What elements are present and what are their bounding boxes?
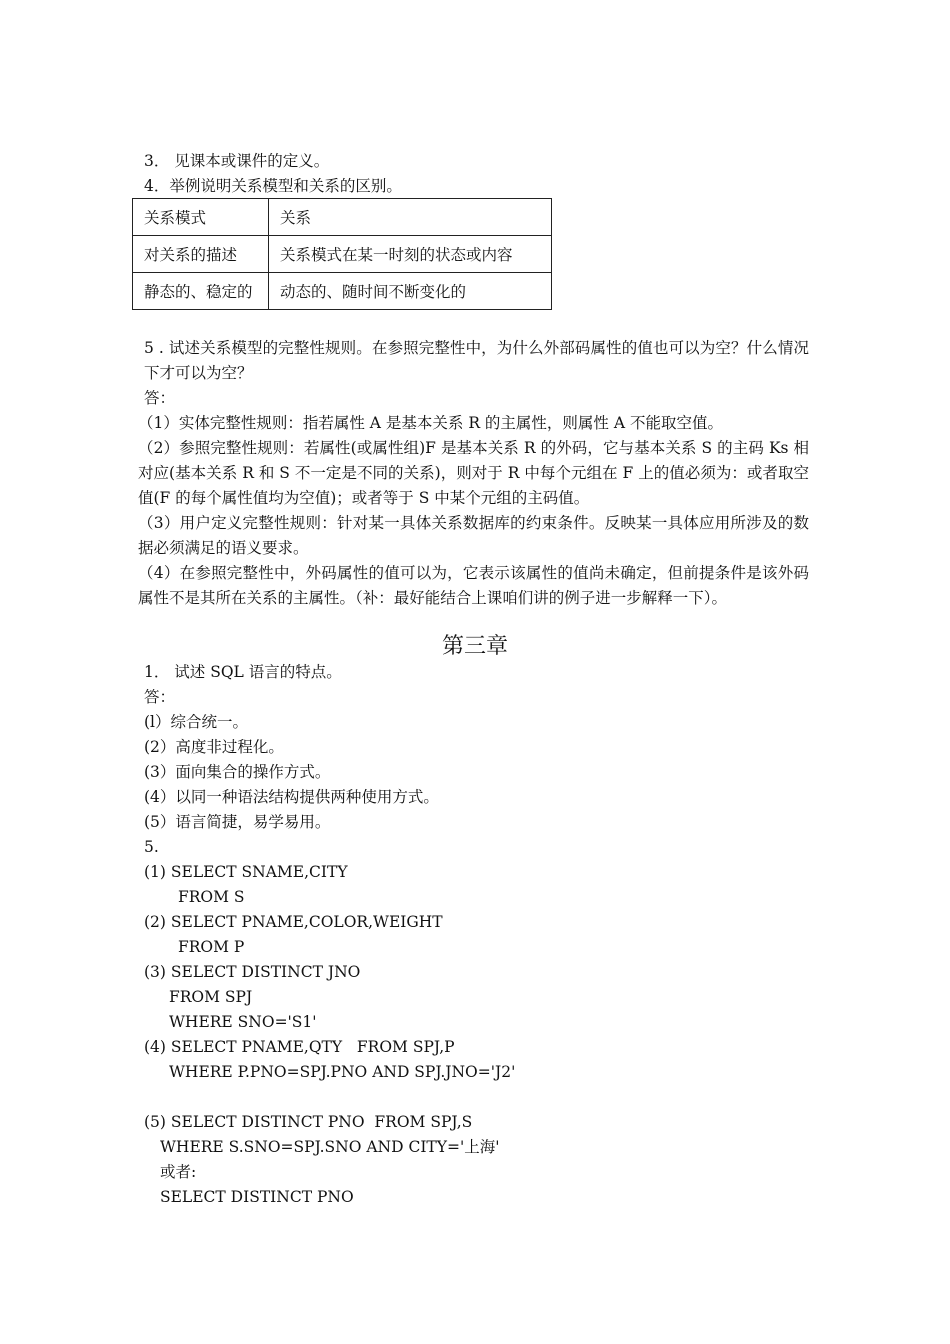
list-item: (3）面向集合的操作方式。 bbox=[144, 763, 331, 781]
sql-line: WHERE S.SNO=SPJ.SNO AND CITY='上海' bbox=[160, 1138, 500, 1156]
chapter-title: 第三章 bbox=[441, 634, 508, 659]
list-item: (2）高度非过程化。 bbox=[144, 738, 284, 756]
list-item: (4）以同一种语法结构提供两种使用方式。 bbox=[144, 788, 439, 806]
list-item: (l）综合统一。 bbox=[144, 713, 249, 731]
chapter3-question-1: 1． 试述 SQL 语言的特点。 bbox=[144, 663, 342, 681]
table-row bbox=[133, 236, 552, 273]
answer-paragraph-2: （2）参照完整性规则：若属性(或属性组)F 是基本关系 R 的外码，它与基本关系 S 的主码 Ks 相对应(基本关系 R 和 S 不一定是不同的关系)，则对于 R 中每个元组在 F 上的值必须为：或者取空值(F 的每个属性值均为空值)；或者等于 S 中某个元组的主码值。 bbox=[138, 439, 809, 507]
sql-line: 或者: bbox=[160, 1163, 197, 1181]
answer-paragraph-1: （1）实体完整性规则：指若属性 A 是基本关系 R 的主属性，则属性 A 不能取空值。 bbox=[138, 414, 723, 432]
answer-paragraph-3: （3）用户定义完整性规则：针对某一具体关系数据库的约束条件。反映某一具体应用所涉及的数据必须满足的语义要求。 bbox=[138, 514, 809, 557]
sql-line: FROM P bbox=[178, 938, 245, 956]
list-item: (5）语言简捷，易学易用。 bbox=[144, 813, 331, 831]
item-4-question: 4．举例说明关系模型和关系的区别。 bbox=[144, 177, 402, 195]
table-cell: 关系模式 bbox=[133, 199, 269, 236]
answer-label: 答： bbox=[144, 389, 176, 407]
sql-line: (5) SELECT DISTINCT PNO FROM SPJ,S bbox=[144, 1113, 473, 1131]
table-row bbox=[133, 273, 552, 310]
sql-line: SELECT DISTINCT PNO bbox=[160, 1188, 354, 1206]
sql-line: FROM SPJ bbox=[169, 988, 253, 1006]
table-row bbox=[133, 199, 552, 236]
table-cell: 静态的、稳定的 bbox=[133, 273, 269, 310]
sql-line: FROM S bbox=[178, 888, 245, 906]
sql-line: WHERE SNO='S1' bbox=[169, 1013, 317, 1031]
table-cell: 对关系的描述 bbox=[133, 236, 269, 273]
question-5: 5 . 试述关系模型的完整性规则。在参照完整性中，为什么外部码属性的值也可以为空？什么情况下才可以为空？ bbox=[144, 339, 809, 382]
sql-line: (4) SELECT PNAME,QTY FROM SPJ,P bbox=[144, 1038, 455, 1056]
table-cell: 关系模式在某一时刻的状态或内容 bbox=[269, 236, 552, 273]
table-cell: 关系 bbox=[269, 199, 552, 236]
answer-paragraph-4: （4）在参照完整性中，外码属性的值可以为，它表示该属性的值尚未确定，但前提条件是该外码属性不是其所在关系的主属性。（补：最好能结合上课咱们讲的例子进一步解释一下）。 bbox=[138, 564, 809, 607]
chapter3-answer-label: 答： bbox=[144, 688, 176, 706]
chapter3-question-5-label: 5. bbox=[144, 838, 159, 856]
item-3: 3． 见课本或课件的定义。 bbox=[144, 152, 330, 170]
sql-line: (2) SELECT PNAME,COLOR,WEIGHT bbox=[144, 913, 443, 931]
sql-line: (1) SELECT SNAME,CITY bbox=[144, 863, 348, 881]
sql-line: (3) SELECT DISTINCT JNO bbox=[144, 963, 361, 981]
sql-line: WHERE P.PNO=SPJ.PNO AND SPJ.JNO='J2' bbox=[169, 1063, 516, 1081]
table-cell: 动态的、随时间不断变化的 bbox=[269, 273, 552, 310]
relation-comparison-table bbox=[132, 198, 552, 310]
